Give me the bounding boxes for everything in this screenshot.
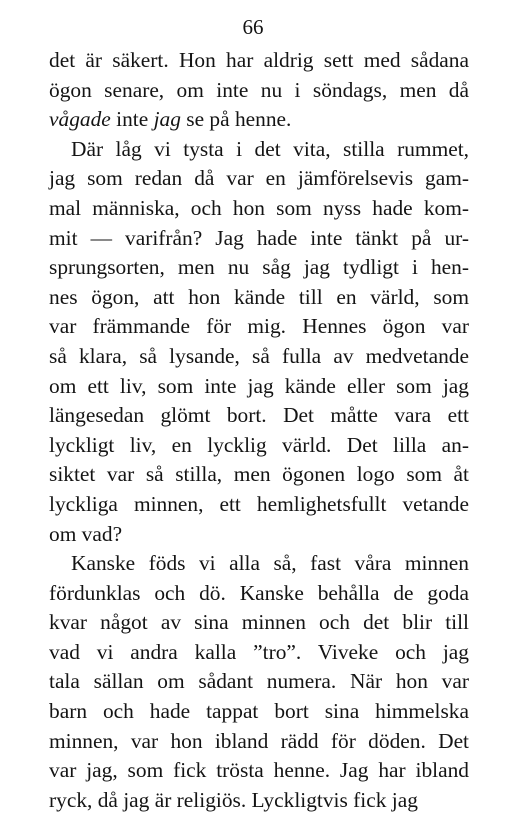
text-segment: tala sällan om sådant numera. När hon var [49, 669, 469, 694]
text-line [49, 164, 469, 194]
text-segment: siktet var så stilla, men ögonen logo som åt [49, 462, 469, 487]
text-line [49, 549, 469, 579]
text-line [49, 283, 469, 313]
text-line [49, 224, 469, 254]
text-line [49, 520, 469, 550]
text-line [49, 372, 469, 402]
text-segment: mal människa, och hon som nyss hade kom- [49, 195, 469, 220]
text-line [49, 105, 469, 135]
text-segment: inte [110, 107, 154, 132]
text-segment: Kanske föds vi alla så, fast våra minnen [71, 551, 469, 576]
text-line [49, 786, 469, 815]
text-line [49, 727, 469, 757]
body-text [49, 46, 469, 815]
text-line [49, 342, 469, 372]
text-line [49, 490, 469, 520]
text-line [49, 756, 469, 786]
italic-text: jag [153, 107, 181, 132]
text-line [49, 401, 469, 431]
text-line [49, 253, 469, 283]
italic-text: vågade [49, 107, 111, 132]
text-segment: om vad? [49, 521, 123, 546]
text-line [49, 460, 469, 490]
text-line [49, 431, 469, 461]
text-segment: ögon senare, om inte nu i söndags, men då [49, 77, 469, 102]
text-line [49, 76, 469, 106]
text-segment: lyckligt liv, en lycklig värld. Det lilla an- [49, 432, 469, 457]
text-segment: sprungsorten, men nu såg jag tydligt i hen- [49, 255, 469, 280]
paragraph [49, 46, 469, 135]
text-segment: se på henne. [180, 107, 292, 132]
text-segment: om ett liv, som inte jag kände eller som jag [49, 373, 469, 398]
paragraph [49, 549, 469, 815]
text-line [49, 194, 469, 224]
text-line [49, 312, 469, 342]
text-segment: var främmande för mig. Hennes ögon var [49, 314, 469, 339]
text-segment: fördunklas och dö. Kanske behålla de goda [49, 580, 469, 605]
text-segment: jag som redan då var en jämförelsevis gam- [49, 166, 469, 191]
text-segment: barn och hade tappat bort sina himmelska [49, 699, 469, 724]
text-line [49, 135, 469, 165]
text-segment: lyckliga minnen, ett hemlighetsfullt vetande [49, 491, 469, 516]
text-line [49, 608, 469, 638]
text-segment: minnen, var hon ibland rädd för döden. Det [49, 728, 469, 753]
text-segment: vad vi andra kalla ”tro”. Viveke och jag [49, 639, 469, 664]
text-segment: kvar något av sina minnen och det blir till [49, 610, 469, 635]
text-line [49, 697, 469, 727]
text-segment: var jag, som fick trösta henne. Jag har ibland [49, 758, 469, 783]
paragraph [49, 135, 469, 549]
text-segment: nes ögon, att hon kände till en värld, som [49, 284, 469, 309]
text-segment: ryck, då jag är religiös. Lyckligtvis fick jag [49, 787, 418, 812]
page-number: 66 [242, 15, 264, 39]
text-line [49, 579, 469, 609]
text-segment: det är säkert. Hon har aldrig sett med sådana [49, 48, 469, 72]
text-line [49, 46, 469, 76]
text-segment: längesedan glömt bort. Det måtte vara ett [49, 403, 469, 428]
text-segment: Där låg vi tysta i det vita, stilla rummet, [71, 136, 469, 161]
text-segment: mit — varifrån? Jag hade inte tänkt på ur- [49, 225, 469, 250]
text-line [49, 638, 469, 668]
text-segment: så klara, så lysande, så fulla av medvetande [49, 343, 469, 368]
text-line [49, 667, 469, 697]
